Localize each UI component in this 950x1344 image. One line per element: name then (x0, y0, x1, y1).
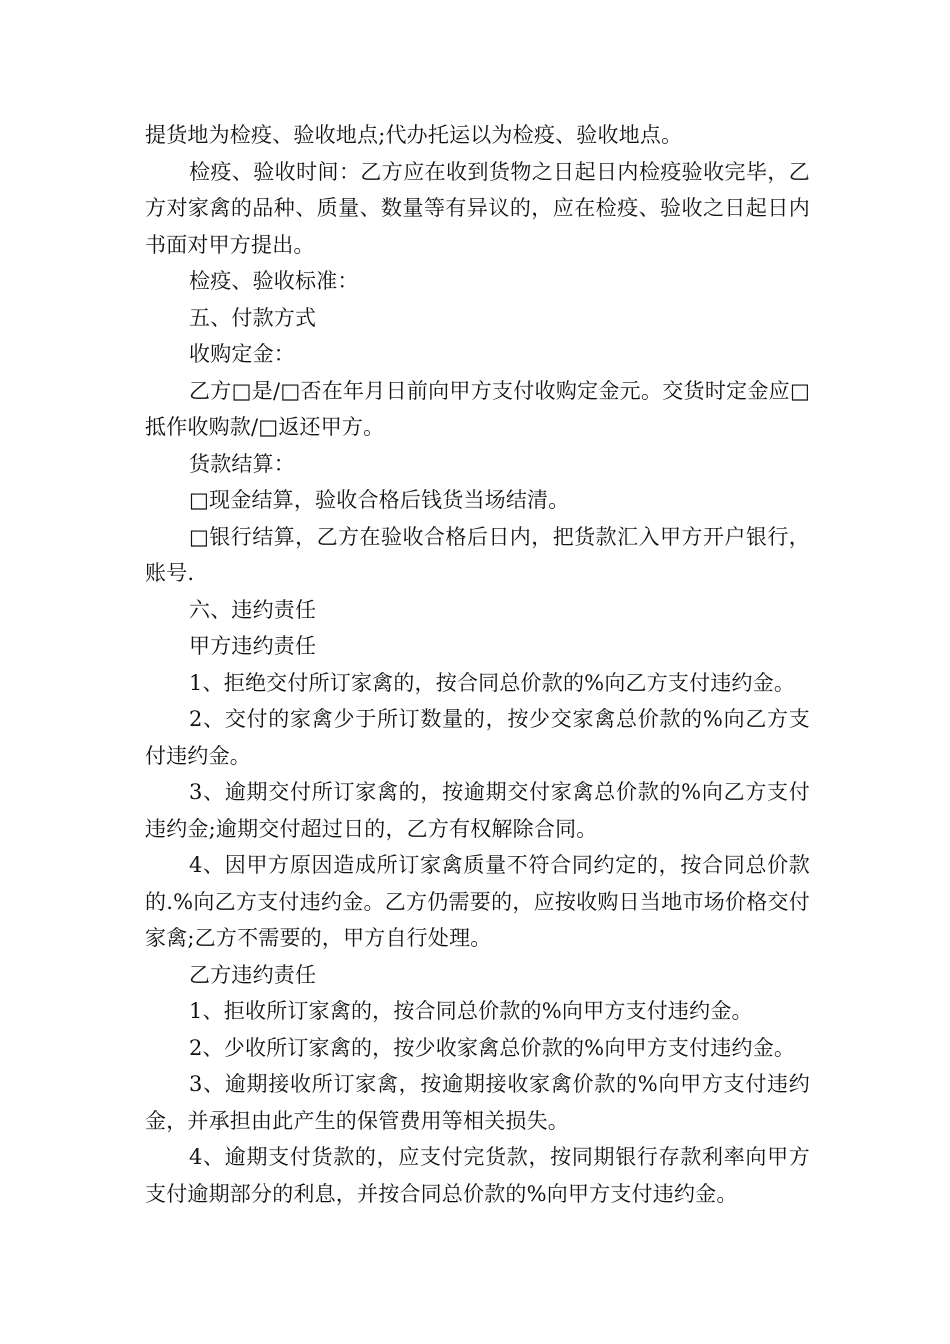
subheading-party-a-liability: 甲方违约责任 (189, 634, 317, 658)
paragraph-inspection-standard: 检疫、验收标准： (189, 269, 359, 293)
list-item-a-2: 2、交付的家禽少于所订数量的，按少交家禽总价款的%向乙方支付违约金。 (145, 707, 810, 768)
list-item-b-2: 2、少收所订家禽的，按少收家禽总价款的%向甲方支付违约金。 (189, 1035, 796, 1060)
subheading-party-b-liability: 乙方违约责任 (189, 962, 317, 987)
section-heading-liability: 六、违约责任 (189, 597, 317, 622)
list-item-a-3: 3、逾期交付所订家禽的，按逾期交付家禽总价款的%向乙方支付违约金;逾期交付超过日的，乙方有权解除合同。 (145, 780, 810, 841)
list-item-b-1: 1、拒收所订家禽的，按合同总价款的%向甲方支付违约金。 (189, 999, 753, 1023)
paragraph-inspection-time: 检疫、验收时间：乙方应在收到货物之日起日内检疫验收完毕，乙方对家禽的品种、质量、数量等有异议的，应在检疫、验收之日起日内书面对甲方提出。 (145, 159, 810, 257)
paragraph-deposit-label: 收购定金： (189, 342, 295, 366)
paragraph-deposit-terms: 乙方□是/□否在年月日前向甲方支付收购定金元。交货时定金应□抵作收购款/□返还甲方。 (145, 378, 810, 439)
paragraph-bank-settlement: □银行结算，乙方在验收合格后日内，把货款汇入甲方开户银行，账号. (145, 524, 810, 585)
list-item-a-1: 1、拒绝交付所订家禽的，按合同总价款的%向乙方支付违约金。 (189, 670, 796, 695)
document-body (145, 117, 810, 1212)
paragraph-pickup-location: 提货地为检疫、验收地点;代办托运以为检疫、验收地点。 (145, 123, 683, 147)
list-item-b-4: 4、逾期支付货款的，应支付完货款，按同期银行存款利率向甲方支付逾期部分的利息，并按合同总价款的%向甲方支付违约金。 (145, 1145, 810, 1206)
paragraph-settlement-label: 货款结算： (189, 451, 295, 476)
paragraph-cash-settlement: □现金结算，验收合格后钱货当场结清。 (189, 488, 570, 512)
list-item-b-3: 3、逾期接收所订家禽，按逾期接收家禽价款的%向甲方支付违约金，并承担由此产生的保管费用等相关损失。 (145, 1072, 810, 1133)
section-heading-payment: 五、付款方式 (189, 305, 317, 330)
list-item-a-4: 4、因甲方原因造成所订家禽质量不符合同约定的，按合同总价款的.%向乙方支付违约金。乙方仍需要的，应按收购日当地市场价格交付家禽;乙方不需要的，甲方自行处理。 (145, 853, 810, 950)
